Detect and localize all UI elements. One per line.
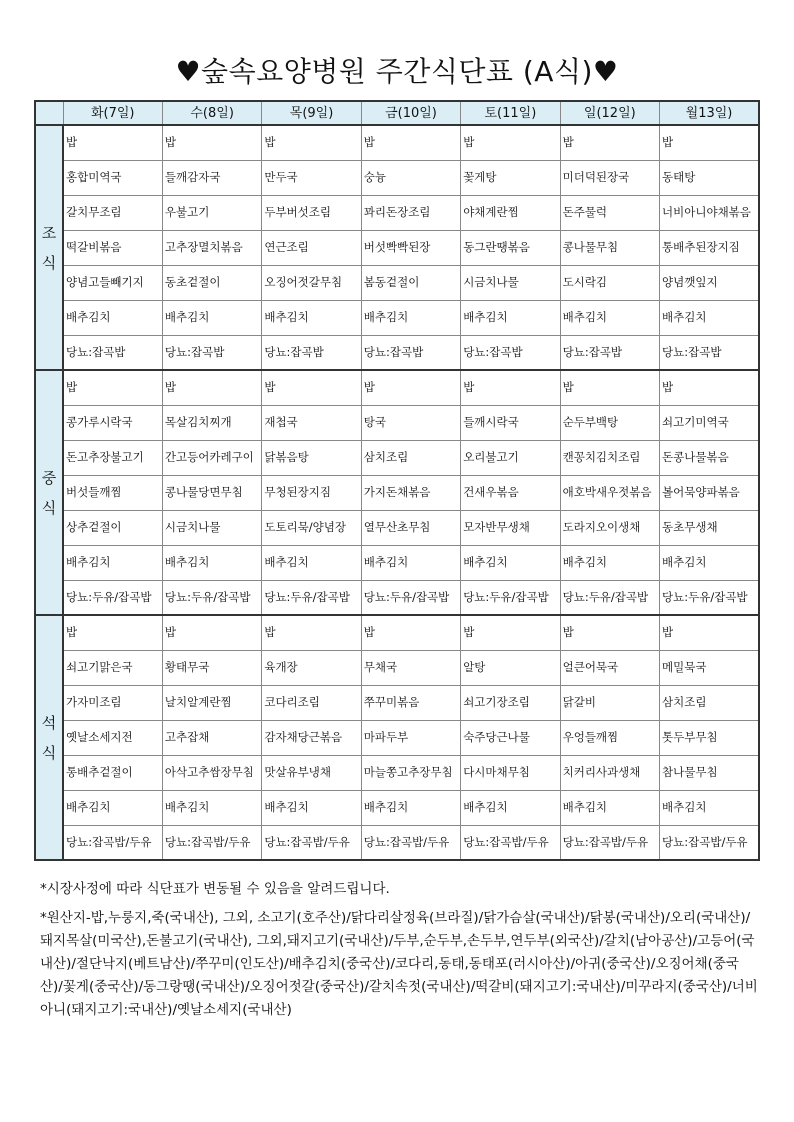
menu-cell: 밥 — [461, 125, 560, 160]
menu-row — [35, 440, 759, 475]
menu-cell: 밥 — [660, 370, 759, 405]
menu-cell: 배추김치 — [461, 545, 560, 580]
menu-cell: 메밀묵국 — [660, 650, 759, 685]
menu-cell: 캔꽁치김치조림 — [560, 440, 659, 475]
menu-cell: 당뇨:잡곡밥 — [361, 335, 460, 370]
menu-cell: 밥 — [262, 615, 361, 650]
day-header: 목(9일) — [262, 101, 361, 125]
menu-cell: 당뇨:두유/잡곡밥 — [660, 580, 759, 615]
menu-cell: 당뇨:두유/잡곡밥 — [361, 580, 460, 615]
menu-cell: 배추김치 — [660, 545, 759, 580]
menu-cell: 통배추된장지짐 — [660, 230, 759, 265]
header-row — [35, 101, 759, 125]
menu-cell: 당뇨:두유/잡곡밥 — [461, 580, 560, 615]
menu-cell: 배추김치 — [162, 300, 261, 335]
menu-cell: 버섯빡빡된장 — [361, 230, 460, 265]
menu-cell: 배추김치 — [63, 790, 162, 825]
menu-cell: 당뇨:두유/잡곡밥 — [560, 580, 659, 615]
meal-label: 중 식 — [35, 370, 63, 615]
menu-cell: 밥 — [262, 125, 361, 160]
menu-cell: 옛날소세지전 — [63, 720, 162, 755]
menu-cell: 당뇨:잡곡밥 — [162, 335, 261, 370]
menu-cell: 쭈꾸미볶음 — [361, 685, 460, 720]
menu-cell: 마파두부 — [361, 720, 460, 755]
menu-cell: 밥 — [660, 615, 759, 650]
menu-cell: 당뇨:잡곡밥 — [63, 335, 162, 370]
meal-label: 조 식 — [35, 125, 63, 370]
menu-cell: 가자미조림 — [63, 685, 162, 720]
menu-cell: 당뇨:잡곡밥/두유 — [262, 825, 361, 860]
menu-cell: 봄동겉절이 — [361, 265, 460, 300]
menu-cell: 콩가루시락국 — [63, 405, 162, 440]
menu-cell: 밥 — [660, 125, 759, 160]
menu-cell: 참나물무침 — [660, 755, 759, 790]
menu-cell: 당뇨:잡곡밥 — [461, 335, 560, 370]
menu-cell: 오리불고기 — [461, 440, 560, 475]
menu-cell: 콩나물당면무침 — [162, 475, 261, 510]
menu-cell: 들깨감자국 — [162, 160, 261, 195]
menu-cell: 쇠고기맑은국 — [63, 650, 162, 685]
menu-cell: 애호박새우젓볶음 — [560, 475, 659, 510]
menu-cell: 모자반무생채 — [461, 510, 560, 545]
menu-cell: 볼어묵양파볶음 — [660, 475, 759, 510]
menu-cell: 건새우볶음 — [461, 475, 560, 510]
menu-cell: 밥 — [461, 615, 560, 650]
menu-cell: 배추김치 — [361, 300, 460, 335]
menu-cell: 무채국 — [361, 650, 460, 685]
menu-cell: 무청된장지짐 — [262, 475, 361, 510]
menu-cell: 돈주물럭 — [560, 195, 659, 230]
weekly-menu-table — [34, 100, 760, 861]
day-header: 일(12일) — [560, 101, 659, 125]
menu-cell: 양념깻잎지 — [660, 265, 759, 300]
menu-cell: 당뇨:두유/잡곡밥 — [262, 580, 361, 615]
menu-cell: 당뇨:잡곡밥/두유 — [560, 825, 659, 860]
menu-cell: 당뇨:두유/잡곡밥 — [162, 580, 261, 615]
menu-cell: 배추김치 — [361, 545, 460, 580]
menu-cell: 밥 — [162, 615, 261, 650]
menu-cell: 삼치조림 — [660, 685, 759, 720]
header-corner — [35, 101, 63, 125]
menu-row — [35, 755, 759, 790]
menu-cell: 배추김치 — [461, 300, 560, 335]
menu-cell: 배추김치 — [262, 300, 361, 335]
menu-cell: 밥 — [361, 125, 460, 160]
menu-row — [35, 160, 759, 195]
menu-cell: 밥 — [361, 370, 460, 405]
menu-cell: 동초무생채 — [660, 510, 759, 545]
menu-cell: 당뇨:잡곡밥/두유 — [63, 825, 162, 860]
menu-cell: 닭갈비 — [560, 685, 659, 720]
menu-cell: 배추김치 — [262, 545, 361, 580]
menu-cell: 알탕 — [461, 650, 560, 685]
menu-cell: 밥 — [63, 125, 162, 160]
menu-cell: 순두부백탕 — [560, 405, 659, 440]
menu-cell: 마늘쫑고추장무침 — [361, 755, 460, 790]
menu-cell: 당뇨:잡곡밥/두유 — [162, 825, 261, 860]
menu-cell: 치커리사과생채 — [560, 755, 659, 790]
menu-cell: 밥 — [560, 370, 659, 405]
notice-text: *시장사정에 따라 식단표가 변동될 수 있음을 알려드립니다. — [40, 881, 390, 897]
menu-body — [35, 125, 759, 860]
menu-cell: 삼치조림 — [361, 440, 460, 475]
menu-cell: 당뇨:잡곡밥 — [262, 335, 361, 370]
menu-cell: 감자채당근볶음 — [262, 720, 361, 755]
day-header: 월13일) — [660, 101, 759, 125]
menu-row — [35, 685, 759, 720]
menu-cell: 시금치나물 — [162, 510, 261, 545]
menu-cell: 고추잡채 — [162, 720, 261, 755]
menu-cell: 날치알계란찜 — [162, 685, 261, 720]
menu-row — [35, 580, 759, 615]
menu-cell: 돈콩나물볶음 — [660, 440, 759, 475]
menu-cell: 쇠고기미역국 — [660, 405, 759, 440]
menu-cell: 오징어젓갈무침 — [262, 265, 361, 300]
menu-cell: 꽃게탕 — [461, 160, 560, 195]
menu-cell: 당뇨:잡곡밥 — [560, 335, 659, 370]
menu-row — [35, 125, 759, 160]
menu-cell: 배추김치 — [63, 300, 162, 335]
menu-cell: 숙주당근나물 — [461, 720, 560, 755]
menu-row — [35, 545, 759, 580]
menu-cell: 만두국 — [262, 160, 361, 195]
day-header: 수(8일) — [162, 101, 261, 125]
origin-text: *원산지-밥,누룽지,죽(국내산), 그외, 소고기(호주산)/닭다리살정육(브라질)/닭가슴살(국내산)/닭봉(국내산)/오리(국내산)/돼지목살(미국산),돈불고기(국내산), 그외,돼지고기(국내산)/두부,순두부,손두부,연두부(외국산)/갈치(남아공산)/고등어(국내산)/절단낙지(베트남산)/쭈꾸미(인도산)/배추김치(중국산)/코다리,동태,동태포(러시아산)/아귀(중국산)/오징어채(중국산)/꽃게(중국산)/동그랑땡(국내산)/오징어젓갈(중국산)/갈치속젓(국내산)/떡갈비(돼지고기:국내산)/미꾸라지(중국산)/너비아니(돼지고기:국내산)/옛날소세지(국내산) — [40, 910, 758, 1018]
menu-cell: 다시마채무침 — [461, 755, 560, 790]
menu-cell: 상추겉절이 — [63, 510, 162, 545]
menu-cell: 도라지오이생채 — [560, 510, 659, 545]
menu-cell: 버섯들깨찜 — [63, 475, 162, 510]
menu-cell: 고추장멸치볶음 — [162, 230, 261, 265]
menu-cell: 동그란땡볶음 — [461, 230, 560, 265]
menu-cell: 닭볶음탕 — [262, 440, 361, 475]
menu-cell: 당뇨:잡곡밥/두유 — [461, 825, 560, 860]
menu-cell: 통배추겉절이 — [63, 755, 162, 790]
menu-row — [35, 265, 759, 300]
menu-cell: 쇠고기장조림 — [461, 685, 560, 720]
menu-cell: 배추김치 — [660, 790, 759, 825]
menu-cell: 두부버섯조림 — [262, 195, 361, 230]
day-header: 화(7일) — [63, 101, 162, 125]
menu-row — [35, 720, 759, 755]
menu-cell: 배추김치 — [560, 300, 659, 335]
menu-cell: 돈고추장불고기 — [63, 440, 162, 475]
menu-cell: 콩나물무침 — [560, 230, 659, 265]
menu-cell: 당뇨:잡곡밥/두유 — [361, 825, 460, 860]
day-header: 토(11일) — [461, 101, 560, 125]
menu-row — [35, 510, 759, 545]
menu-cell: 열무산초무침 — [361, 510, 460, 545]
menu-cell: 우불고기 — [162, 195, 261, 230]
menu-cell: 너비아니야채볶음 — [660, 195, 759, 230]
menu-cell: 얼큰어묵국 — [560, 650, 659, 685]
menu-cell: 톳두부무침 — [660, 720, 759, 755]
menu-cell: 배추김치 — [660, 300, 759, 335]
menu-cell: 목살김치찌개 — [162, 405, 261, 440]
menu-cell: 황태무국 — [162, 650, 261, 685]
menu-cell: 우엉들깨찜 — [560, 720, 659, 755]
menu-cell: 밥 — [361, 615, 460, 650]
menu-cell: 재첩국 — [262, 405, 361, 440]
page-title: ♥숲속요양병원 주간식단표 (A식)♥ — [175, 55, 619, 88]
menu-cell: 미더덕된장국 — [560, 160, 659, 195]
menu-cell: 탕국 — [361, 405, 460, 440]
menu-row — [35, 825, 759, 860]
menu-cell: 야채계란찜 — [461, 195, 560, 230]
menu-cell: 배추김치 — [560, 545, 659, 580]
menu-row — [35, 370, 759, 405]
menu-cell: 떡갈비볶음 — [63, 230, 162, 265]
menu-cell: 들깨시락국 — [461, 405, 560, 440]
menu-cell: 배추김치 — [162, 545, 261, 580]
menu-cell: 갈치무조림 — [63, 195, 162, 230]
menu-row — [35, 335, 759, 370]
menu-cell: 당뇨:잡곡밥/두유 — [660, 825, 759, 860]
menu-cell: 동태탕 — [660, 160, 759, 195]
menu-cell: 배추김치 — [560, 790, 659, 825]
day-header: 금(10일) — [361, 101, 460, 125]
menu-cell: 배추김치 — [461, 790, 560, 825]
menu-cell: 밥 — [560, 125, 659, 160]
menu-cell: 밥 — [63, 370, 162, 405]
menu-cell: 배추김치 — [63, 545, 162, 580]
menu-cell: 밥 — [461, 370, 560, 405]
menu-row — [35, 790, 759, 825]
menu-row — [35, 230, 759, 265]
menu-cell: 간고등어카레구이 — [162, 440, 261, 475]
menu-cell: 도토리묵/양념장 — [262, 510, 361, 545]
menu-cell: 동초겉절이 — [162, 265, 261, 300]
menu-cell: 밥 — [560, 615, 659, 650]
menu-cell: 육개장 — [262, 650, 361, 685]
menu-cell: 꽈리돈장조림 — [361, 195, 460, 230]
menu-cell: 맛살유부냉채 — [262, 755, 361, 790]
menu-cell: 홍합미역국 — [63, 160, 162, 195]
menu-cell: 배추김치 — [162, 790, 261, 825]
menu-row — [35, 300, 759, 335]
menu-row — [35, 405, 759, 440]
menu-cell: 가지돈채볶음 — [361, 475, 460, 510]
menu-cell: 숭늉 — [361, 160, 460, 195]
menu-cell: 코다리조림 — [262, 685, 361, 720]
menu-row — [35, 615, 759, 650]
menu-cell: 밥 — [262, 370, 361, 405]
menu-cell: 배추김치 — [361, 790, 460, 825]
menu-row — [35, 475, 759, 510]
menu-cell: 배추김치 — [262, 790, 361, 825]
menu-row — [35, 195, 759, 230]
menu-cell: 밥 — [162, 125, 261, 160]
menu-cell: 밥 — [63, 615, 162, 650]
menu-cell: 도시락김 — [560, 265, 659, 300]
meal-label: 석 식 — [35, 615, 63, 860]
menu-cell: 연근조림 — [262, 230, 361, 265]
menu-cell: 아삭고추쌈장무침 — [162, 755, 261, 790]
menu-cell: 당뇨:잡곡밥 — [660, 335, 759, 370]
menu-row — [35, 650, 759, 685]
menu-cell: 당뇨:두유/잡곡밥 — [63, 580, 162, 615]
menu-cell: 밥 — [162, 370, 261, 405]
menu-cell: 양념고들빼기지 — [63, 265, 162, 300]
menu-cell: 시금치나물 — [461, 265, 560, 300]
